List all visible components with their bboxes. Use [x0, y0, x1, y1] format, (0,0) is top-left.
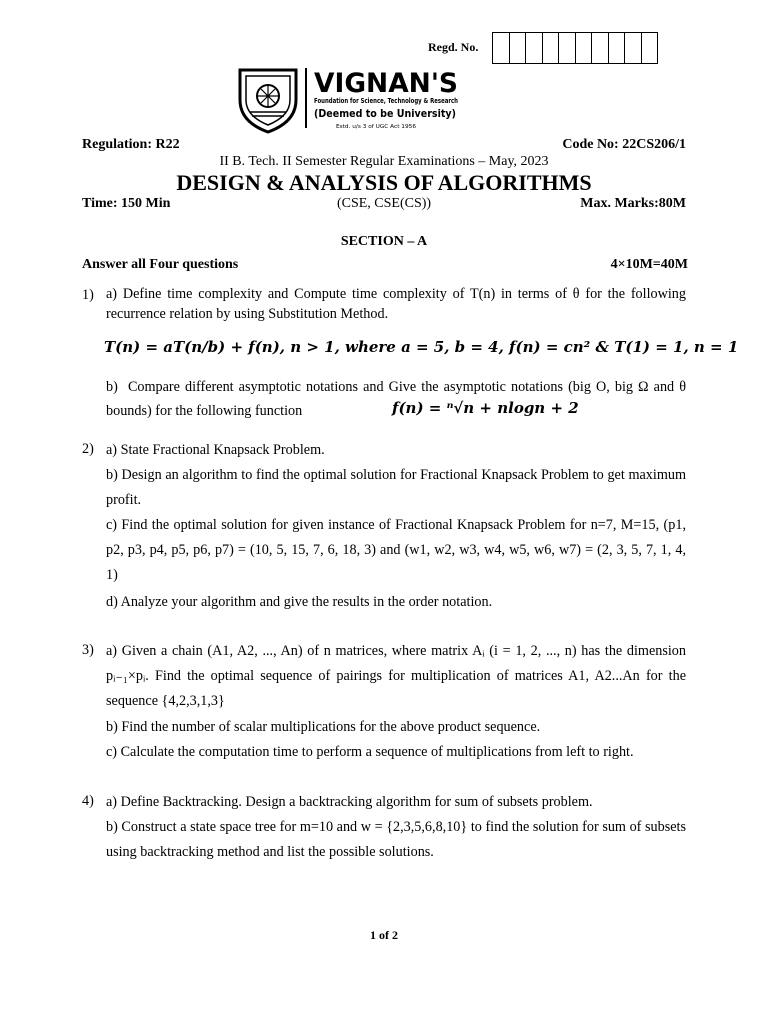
- regd-box: [493, 33, 510, 63]
- question-number: 2): [82, 441, 94, 457]
- question-1a: a) Define time complexity and Compute time complexity of T(n) in terms of θ for the following recurrence relation by using Substitution Method.: [106, 286, 686, 322]
- question-number: 1): [82, 287, 94, 303]
- page-number: 1 of 2: [370, 928, 398, 942]
- subject-title: DESIGN & ANALYSIS OF ALGORITHMS: [176, 170, 592, 195]
- branch-text: (CSE, CSE(CS)): [336, 196, 432, 211]
- question-2d: d) Analyze your algorithm and give the results in the order notation.: [106, 594, 493, 610]
- section-title: SECTION – A: [340, 234, 428, 249]
- question-1b: b) Compare different asymptotic notations and Give the asymptotic notations (big O, big Ω and θ bounds) for the following function: [106, 379, 686, 419]
- regd-box: [642, 33, 658, 63]
- regd-box: [609, 33, 626, 63]
- regd-box: [592, 33, 609, 63]
- question-4b: b) Construct a state space tree for m=10 and w = {2,3,5,6,8,10} to find the solution for sum of subsets using backtracking method and list the possible solutions.: [106, 819, 686, 860]
- regd-box: [510, 33, 527, 63]
- question-3c: c) Calculate the computation time to perform a sequence of multiplications from left to right.: [106, 744, 634, 760]
- question-2b: b) Design an algorithm to find the optimal solution for Fractional Knapsack Problem to get maximum profit.: [106, 467, 686, 508]
- regd-box: [543, 33, 560, 63]
- logo-tagline: Estd. u/s 3 of UGC Act 1956: [336, 124, 416, 130]
- code-number: Code No: 22CS206/1: [562, 137, 686, 152]
- max-marks: Max. Marks:80M: [580, 196, 686, 211]
- question-3a: a) Given a chain (A1, A2, ..., An) of n matrices, where matrix Aᵢ (i = 1, 2, ..., n) has the dimension pᵢ₋₁×pᵢ. Find the optimal sequence of pairings for multiplication of matrices A1, A2...An for the sequence {4,2,3,1,3}: [106, 643, 686, 709]
- regd-box: [576, 33, 593, 63]
- regd-box: [559, 33, 576, 63]
- regulation-text: Regulation: R22: [82, 137, 180, 152]
- function-formula: f(n) = ⁿ√n + nlogn + 2: [392, 399, 579, 417]
- regd-no-boxes: [492, 32, 658, 64]
- question-number: 3): [82, 642, 94, 658]
- question-number: 4): [82, 793, 94, 809]
- regd-box: [625, 33, 642, 63]
- recurrence-formula: T(n) = aT(n/b) + f(n), n > 1, where a = 5, b = 4, f(n) = cn² & T(1) = 1, n = 1: [104, 338, 739, 356]
- section-instruction: Answer all Four questions: [82, 257, 239, 272]
- question-2a: a) State Fractional Knapsack Problem.: [106, 442, 325, 458]
- question-4a: a) Define Backtracking. Design a backtracking algorithm for sum of subsets problem.: [106, 794, 593, 810]
- university-crest-icon: [240, 70, 296, 132]
- regd-box: [526, 33, 543, 63]
- regd-no-label: Regd. No.: [428, 40, 479, 54]
- university-logo: [236, 66, 468, 134]
- exam-title: II B. Tech. II Semester Regular Examinations – May, 2023: [219, 154, 549, 169]
- question-2c: c) Find the optimal solution for given instance of Fractional Knapsack Problem for n=7, M=15, (p1, p2, p3, p4, p5, p6, p7) = (10, 5, 15, 7, 6, 18, 3) and (w1, w2, w3, w4, w5, w6, w7) = (2, 3, 5, 7, 1, 4, 1): [106, 517, 686, 583]
- question-3b: b) Find the number of scalar multiplications for the above product sequence.: [106, 719, 541, 735]
- exam-time: Time: 150 Min: [82, 196, 171, 211]
- section-marks: 4×10M=40M: [610, 257, 688, 272]
- logo-deemed: (Deemed to be University): [314, 107, 456, 120]
- logo-subtitle: Foundation for Science, Technology & Research: [314, 97, 459, 105]
- logo-name: VIGNAN'S: [314, 68, 458, 99]
